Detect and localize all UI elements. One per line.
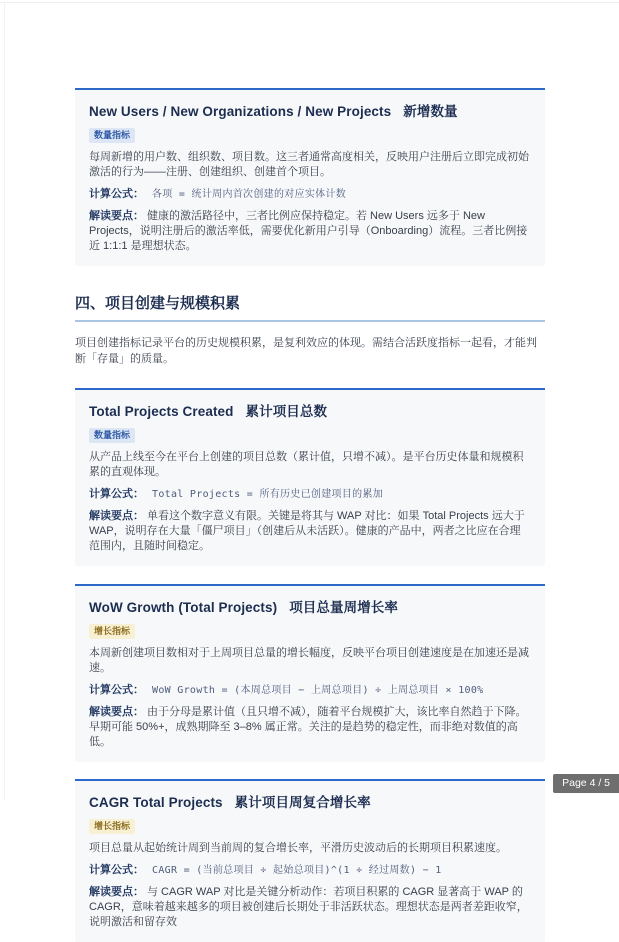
metric-notes	[89, 209, 531, 254]
formula-text: 各项 = 统计周内首次创建的对应实体计数	[152, 189, 347, 200]
metric-notes	[89, 509, 531, 554]
metric-card-title	[89, 100, 531, 120]
metric-type-badge: 增长指标	[89, 819, 135, 834]
metric-card-title	[89, 596, 531, 616]
metric-title-zh: 新增数量	[403, 104, 458, 119]
metric-card-title	[89, 791, 531, 811]
metric-formula-line	[89, 487, 531, 502]
metric-formula-line	[89, 683, 531, 698]
section-heading: 四、项目创建与规模积累	[75, 292, 545, 322]
notes-label: 解读要点：	[89, 886, 144, 898]
formula-text: WoW Growth = (本周总项目 − 上周总项目) ÷ 上周总项目 × 100%	[152, 685, 484, 696]
metric-description: 项目总量从起始统计周到当前周的复合增长率，平滑历史波动后的长期项目积累速度。	[89, 842, 507, 854]
notes-label: 解读要点：	[89, 510, 144, 522]
metric-title-zh: 项目总量周增长率	[289, 600, 399, 615]
formula-text: CAGR = (当前总项目 ÷ 起始总项目)^(1 ÷ 经过周数) − 1	[152, 865, 442, 876]
metric-card-title	[89, 400, 531, 420]
page-left-edge	[4, 2, 5, 800]
metric-notes	[89, 885, 531, 930]
formula-text: Total Projects = 所有历史已创建项目的累加	[152, 489, 384, 500]
document-page	[75, 88, 545, 942]
formula-label: 计算公式：	[89, 864, 144, 876]
page-number-badge: Page 4 / 5	[553, 774, 619, 794]
notes-text: 与 CAGR WAP 对比是关键分析动作：若项目积累的 CAGR 显著高于 WAP 的 CAGR，意味着越来越多的项目被创建后长期处于非活跃状态。理想状态是两者差距收窄，说明激活和留存效	[89, 886, 528, 928]
metric-type-badge: 数量指标	[89, 428, 135, 443]
metric-title-zh: 累计项目总数	[245, 404, 328, 419]
metric-title-en: WoW Growth (Total Projects)	[89, 600, 278, 615]
metric-card-total-projects	[75, 388, 545, 566]
notes-text: 健康的激活路径中，三者比例应保持稳定。若 New Users 远多于 New Projects，说明注册后的激活率低，需要优化新用户引导（Onboarding）流程。三者比例接近 1:1:1 是理想状态。	[89, 210, 528, 252]
metric-card-cagr	[75, 779, 545, 942]
metric-notes	[89, 705, 531, 750]
notes-label: 解读要点：	[89, 210, 144, 222]
metric-type-badge: 增长指标	[89, 624, 135, 639]
formula-label: 计算公式：	[89, 684, 144, 696]
section-intro: 项目创建指标记录平台的历史规模积累，是复利效应的体现。需结合活跃度指标一起看，才能判断「存量」的质量。	[75, 337, 537, 365]
metric-formula-line	[89, 187, 531, 202]
notes-text: 由于分母是累计值（且只增不减），随着平台规模扩大，该比率自然趋于下降。早期可能 50%+，成熟期降至 3–8% 属正常。关注的是趋势的稳定性，而非绝对数值的高低。	[89, 706, 527, 748]
metric-card-new-entities	[75, 88, 545, 266]
metric-description: 从产品上线至今在平台上创建的项目总数（累计值，只增不减）。是平台历史体量和规模积累的直观体现。	[89, 451, 524, 478]
formula-label: 计算公式：	[89, 188, 144, 200]
notes-text: 单看这个数字意义有限。关键是将其与 WAP 对比：如果 Total Projects 远大于 WAP，说明存在大量「僵尸项目」（创建后从未活跃）。健康的产品中，两者之比应在合理范围内，且随时间稳定。	[89, 510, 525, 552]
notes-label: 解读要点：	[89, 706, 144, 718]
metric-type-badge: 数量指标	[89, 128, 135, 143]
metric-formula-line	[89, 863, 531, 878]
page-top-edge	[0, 2, 619, 3]
formula-label: 计算公式：	[89, 488, 144, 500]
metric-description: 本周新创建项目数相对于上周项目总量的增长幅度，反映平台项目创建速度是在加速还是减速。	[89, 647, 529, 674]
metric-title-en: New Users / New Organizations / New Projects	[89, 104, 392, 119]
metric-title-en: Total Projects Created	[89, 404, 234, 419]
metric-description: 每周新增的用户数、组织数、项目数。这三者通常高度相关，反映用户注册后立即完成初始激活的行为——注册、创建组织、创建首个项目。	[89, 151, 529, 178]
metric-title-zh: 累计项目周复合增长率	[234, 795, 371, 810]
metric-card-wow-growth	[75, 584, 545, 762]
metric-title-en: CAGR Total Projects	[89, 795, 223, 810]
